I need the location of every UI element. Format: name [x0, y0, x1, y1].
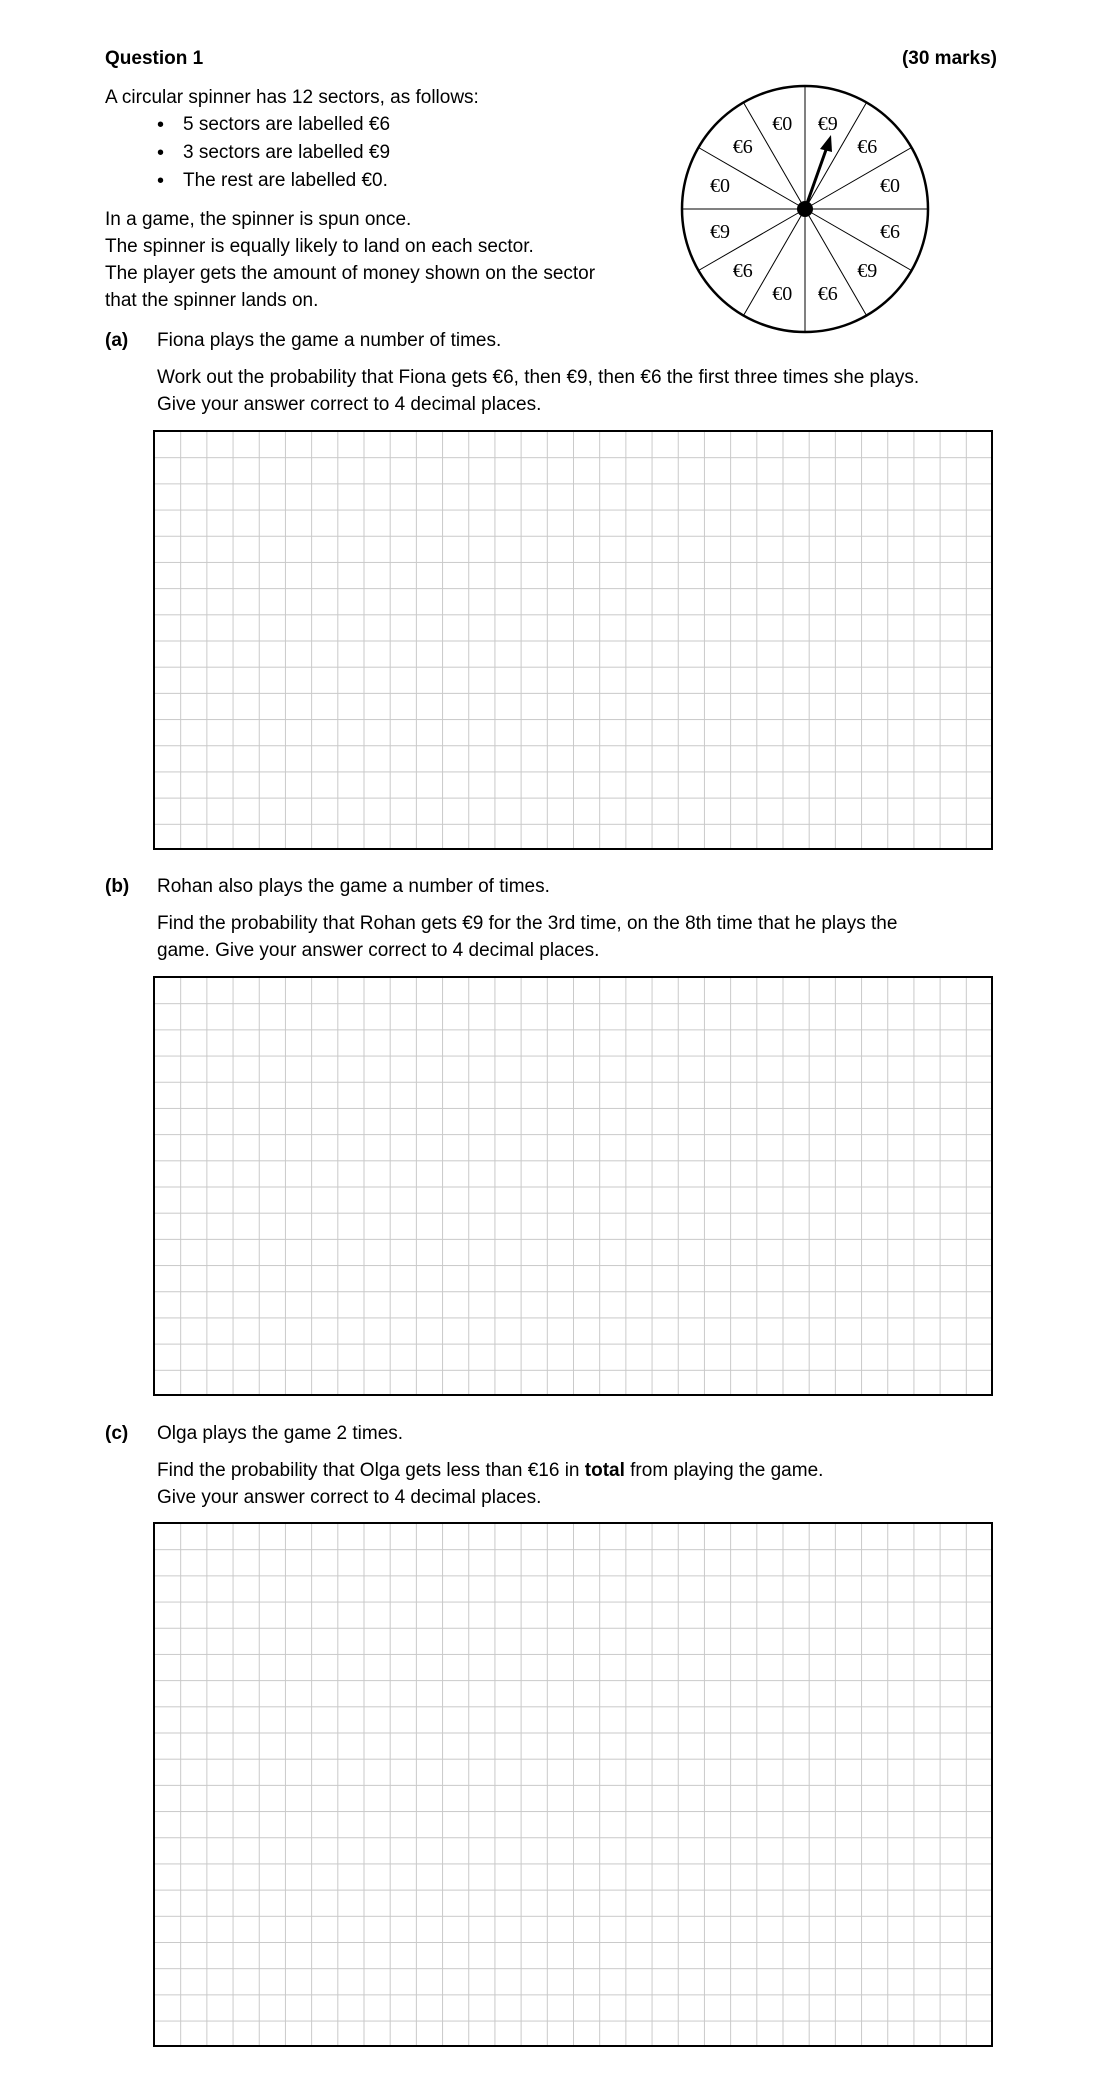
rules-line: that the spinner lands on. — [105, 290, 319, 311]
part-b-instruction: game. Give your answer correct to 4 decimal places. — [157, 940, 600, 961]
part-a-question: Work out the probability that Fiona gets €6, then €9, then €6 the first three times she plays. — [157, 367, 920, 388]
sector-label: €6 — [880, 220, 900, 243]
spinner-diagram — [670, 78, 940, 348]
part-c-question-end: from playing the game. — [624, 1460, 824, 1481]
list-item: • 3 sectors are labelled €9 — [157, 139, 390, 167]
marks-label: (30 marks) — [901, 48, 997, 69]
sector-label: €0 — [710, 175, 730, 198]
answer-box-a[interactable] — [153, 430, 993, 850]
part-c-question-start: Find the probability that Olga gets less than €16 in — [157, 1460, 585, 1481]
answer-box-c[interactable] — [153, 1522, 993, 2047]
sector-label: €6 — [857, 135, 878, 158]
rules-line: The player gets the amount of money shown on the sector — [105, 263, 596, 284]
sector-label: €0 — [772, 283, 793, 305]
part-c-instruction: Give your answer correct to 4 decimal places. — [157, 1487, 542, 1508]
part-c-question — [157, 1457, 823, 1484]
sector-label: €9 — [710, 220, 730, 243]
intro-text: A circular spinner has 12 sectors, as follows: — [105, 87, 479, 108]
part-c-question-emphasis: total — [584, 1460, 625, 1481]
question-title: Question 1 — [105, 48, 204, 69]
sector-label: €0 — [772, 113, 793, 135]
list-item: • The rest are labelled €0. — [157, 167, 390, 195]
spinner-pointer-arrow-icon — [820, 135, 832, 152]
sector-label: €9 — [857, 260, 878, 283]
part-b-question: Find the probability that Rohan gets €9 for the 3rd time, on the 8th time that he plays the — [157, 913, 898, 934]
sector-label: €6 — [817, 283, 838, 305]
part-c-lead: Olga plays the game 2 times. — [157, 1423, 404, 1444]
part-b-label: (b) — [105, 876, 130, 897]
part-a-lead: Fiona plays the game a number of times. — [157, 330, 502, 351]
spinner-hub — [797, 201, 813, 217]
rules-line: The spinner is equally likely to land on each sector. — [105, 236, 534, 257]
rules-line: In a game, the spinner is spun once. — [105, 209, 412, 230]
spinner-pointer-shaft — [805, 147, 827, 209]
list-item: • 5 sectors are labelled €6 — [157, 111, 390, 139]
part-c-label: (c) — [105, 1423, 129, 1444]
sector-label: €9 — [817, 113, 838, 135]
answer-box-b[interactable] — [153, 976, 993, 1396]
sector-label: €6 — [732, 135, 753, 158]
sector-label: €6 — [732, 260, 753, 283]
sector-list — [157, 111, 390, 195]
sector-label: €0 — [880, 175, 900, 198]
part-b-lead: Rohan also plays the game a number of times. — [157, 876, 550, 897]
part-a-label: (a) — [105, 330, 129, 351]
part-a-instruction: Give your answer correct to 4 decimal places. — [157, 394, 542, 415]
